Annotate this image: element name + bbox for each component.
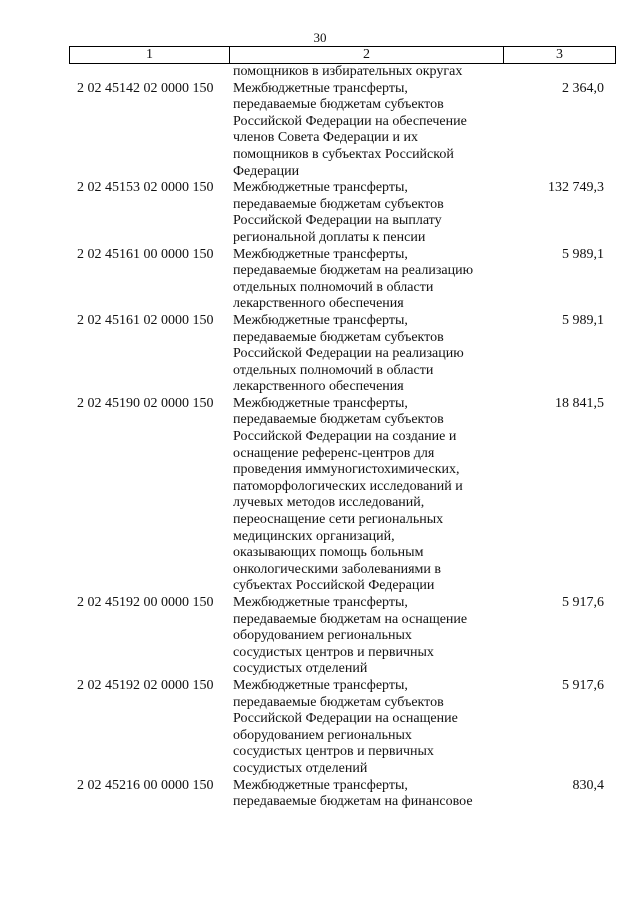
page-number: 30 bbox=[313, 30, 327, 45]
table-row bbox=[69, 595, 612, 678]
table-header bbox=[69, 46, 616, 64]
table-row bbox=[69, 396, 612, 595]
row-amount: 5 989,1 bbox=[562, 246, 604, 262]
row-code: 2 02 45161 02 0000 150 bbox=[77, 312, 214, 328]
table-row bbox=[69, 180, 612, 246]
row-name: Межбюджетные трансферты, передаваемые бюджетам субъектов Российской Федерации на обеспечение членов Совета Федерации и их помощников в субъектах Российской Федерации bbox=[233, 80, 467, 179]
row-amount: 830,4 bbox=[572, 777, 604, 793]
table-row bbox=[69, 778, 612, 811]
row-amount: 132 749,3 bbox=[548, 180, 604, 196]
row-code: 2 02 45190 02 0000 150 bbox=[77, 395, 214, 411]
row-amount: 2 364,0 bbox=[562, 80, 604, 96]
header-col-3: 3 bbox=[504, 47, 616, 64]
row-code: 2 02 45161 00 0000 150 bbox=[77, 246, 214, 262]
row-name: Межбюджетные трансферты, передаваемые бюджетам субъектов Российской Федерации на создание и оснащение референс-центров для проведения иммуногистохимических, патоморфологических исследований и лучевых методов исследований, переоснащение сети региональных медицинских организаций, оказывающих помощь больным онкологическими заболеваниями в субъектах Российской Федерации bbox=[233, 395, 463, 594]
row-name: Межбюджетные трансферты, передаваемые бюджетам субъектов Российской Федерации на реализацию отдельных полномочий в области лекарственного обеспечения bbox=[233, 312, 464, 395]
table-row bbox=[69, 678, 612, 778]
header-col-1: 1 bbox=[70, 47, 230, 64]
budget-table bbox=[69, 46, 612, 811]
row-amount: 18 841,5 bbox=[555, 395, 604, 411]
row-name: Межбюджетные трансферты, передаваемые бюджетам на финансовое bbox=[233, 777, 473, 810]
row-name: Межбюджетные трансферты, передаваемые бюджетам на реализацию отдельных полномочий в области лекарственного обеспечения bbox=[233, 246, 474, 312]
row-code: 2 02 45192 02 0000 150 bbox=[77, 677, 214, 693]
row-amount: 5 917,6 bbox=[562, 595, 604, 610]
table-row bbox=[69, 313, 612, 396]
row-name: Межбюджетные трансферты, передаваемые бюджетам субъектов Российской Федерации на оснащение оборудованием региональных сосудистых центров и первичных сосудистых отделений bbox=[233, 677, 458, 776]
row-name: Межбюджетные трансферты, передаваемые бюджетам на оснащение оборудованием региональных сосудистых центров и первичных сосудистых отделений bbox=[233, 595, 468, 677]
table-body bbox=[69, 64, 612, 811]
row-amount: 5 917,6 bbox=[562, 677, 604, 693]
row-code: 2 02 45153 02 0000 150 bbox=[77, 180, 214, 196]
row-code: 2 02 45142 02 0000 150 bbox=[77, 80, 214, 96]
row-code: 2 02 45192 00 0000 150 bbox=[77, 595, 214, 610]
table-row-continuation bbox=[69, 64, 612, 81]
row-code: 2 02 45216 00 0000 150 bbox=[77, 777, 214, 793]
row-name: Межбюджетные трансферты, передаваемые бюджетам субъектов Российской Федерации на выплату региональной доплаты к пенсии bbox=[233, 180, 444, 245]
row-amount: 5 989,1 bbox=[562, 312, 604, 328]
table-row bbox=[69, 247, 612, 313]
header-col-2: 2 bbox=[230, 47, 504, 64]
table-row bbox=[69, 81, 612, 181]
row-name: помощников в избирательных округах bbox=[233, 64, 463, 79]
